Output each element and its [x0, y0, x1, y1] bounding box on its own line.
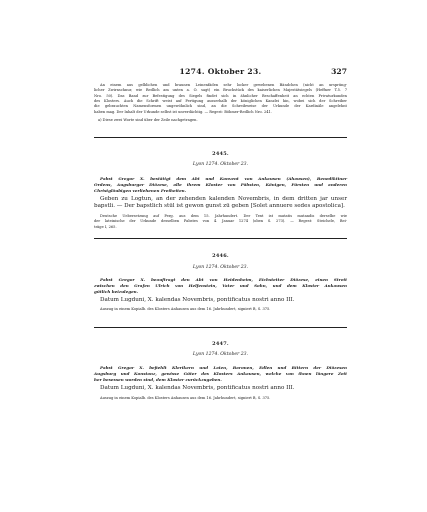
- regest-line: Christgläubigen verliehenen Freiheiten.: [94, 188, 187, 194]
- footnote: [94, 118, 351, 123]
- note-line: Deutsche Uebersetzung auf Perg. aus dem 15. Jahrhundert. Der Text ist mutatis mutandis derselbe wie: [100, 214, 347, 218]
- regest-line: Augsburg und Konstanz, gewisse Güter des Klosters Ankausen, welche von ihnen längere Zeit: [94, 371, 347, 377]
- intro-note-line: licher Zwirnschnur, wie Redlich am unten a. O. sagt) ein Bruchstück des kaiserlichen Majestätsiegels (Heffner T.5. 7: [94, 88, 347, 93]
- note-line: träge I, 265.: [94, 224, 117, 229]
- divider: [94, 327, 347, 328]
- text-line: Geben zu Logtun, an der zehenden kalenden Novembris, in dem dritten jar unser: [100, 196, 347, 202]
- entry-place-date: Lyon 1274. Oktober 23.: [192, 162, 249, 167]
- entry-text: [94, 196, 347, 210]
- entry-text: [94, 297, 347, 304]
- intro-note-line: des Klosters. Auch die Schrift weist auf Fertigung ausserhalb der königlichen Kanzlei hin, wobei sich der Schreiber: [94, 99, 347, 104]
- note-line: der lateinische der Urkunde desselben Pabstes von 4. Januar 1274 (oben S. 273). — Regest: Steichele, Bei-: [94, 219, 347, 224]
- divider: [94, 238, 347, 239]
- running-header: [94, 67, 347, 77]
- entry-note: [94, 396, 347, 401]
- entry-regest: [94, 176, 347, 195]
- note-line: Auszug in einem Kopialb. des Klosters Anhausen aus dem 16. Jahrhundert, signiert B, S. 375.: [100, 396, 271, 400]
- text-line: Datum Lugduni, X. kalendas Novembris, pontificatus nostri anno III.: [100, 385, 295, 391]
- entry-place-date: Lyon 1274. Oktober 23.: [192, 265, 249, 270]
- entry-number: 2446.: [212, 253, 229, 259]
- entry-place-date: Lyon 1274. Oktober 23.: [192, 352, 249, 357]
- regest-line: Pabst Gregor X. beauftragt den Abt von Heidenheim, Eichstetter Diözese, einen Streit: [100, 277, 347, 282]
- footnote-text: a) Diese zwei Worte sind über der Zeile nachgetragen.: [98, 118, 198, 122]
- entry-note: [94, 214, 347, 230]
- regest-line: Pabst Gregor X. befiehlt Klerikern und Laien, Baronen, Edlen und Rittern der Diözesen: [100, 365, 347, 370]
- entry-regest: [94, 277, 347, 296]
- regest-line: Pabst Gregor X. bestätigt dem Abt und Konvent von Ankausen (Ahausen), Benediktiner: [100, 176, 347, 181]
- entry-note: [94, 307, 347, 312]
- entry-regest: [94, 365, 347, 384]
- entry-number: 2447.: [212, 341, 229, 347]
- intro-note-line: die gebrauchten Namensformen ungewöhnlich sind, an die Schreibweise der Urkunde der Kardinäle angelehnt: [94, 104, 347, 109]
- entry-number: 2445.: [212, 151, 229, 157]
- header-title: 1274. Oktober 23.: [179, 67, 262, 76]
- intro-note-line: Nro. 50). Das Band zur Befestigung des Siegels findet sich in ähnlicher Beschaffenheit an echten Privaturkunden: [94, 93, 347, 98]
- intro-note: [94, 83, 347, 115]
- regest-line: Ordens, Augsburger Diözese, alle ihrem Kloster von Päbsten, Königen, Fürsten und anderen: [94, 182, 347, 188]
- page-number: 327: [331, 67, 347, 76]
- text-line: bapstli. — Der bapstlich stül ist gewon gunst zü geben [Solet annuere sedes apostolica].: [94, 203, 345, 210]
- divider: [94, 137, 347, 138]
- regest-line: her besessen worden sind, dem Kloster zurückzugeben.: [94, 377, 222, 383]
- entry-text: [94, 385, 347, 392]
- regest-line: zwischen den Grafen Ulrich von Helfenstein, Vater und Sohn, und dem Kloster Ankausen: [94, 283, 347, 289]
- regest-line: gütlich beizulegen.: [94, 289, 139, 295]
- intro-note-line: An einem aus gelblichen und braunen Leinenfäden sehr locker gewebenen Bändchen (nicht an ursprüng-: [100, 83, 347, 87]
- text-line: Datum Lugduni, X. kalendas Novembris, pontificatus nostri anno III.: [100, 297, 295, 303]
- intro-note-line: haben mag. Der Inhalt der Urkunde selbst ist unverdächtig. — Regest: Böhmer-Redlich Nro. 241.: [94, 109, 272, 114]
- note-line: Auszug in einem Kopialb. des Klosters Anhausen aus dem 16. Jahrhundert, signiert B, S. 375.: [100, 307, 271, 311]
